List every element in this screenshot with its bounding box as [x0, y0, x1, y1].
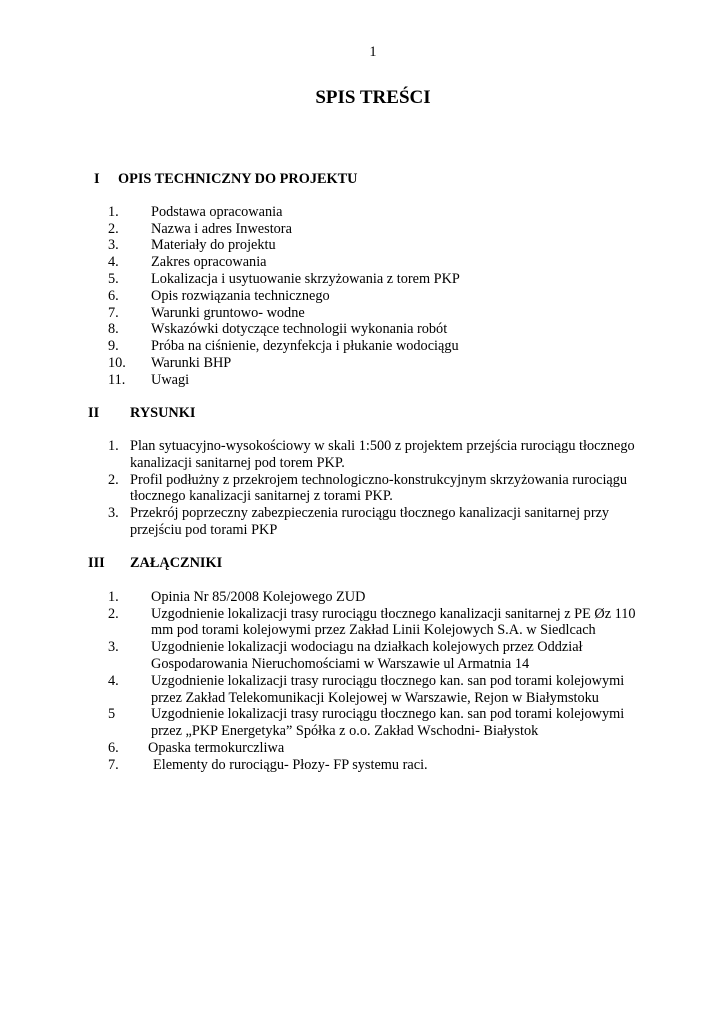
list-item-text: Opaska termokurczliwa [148, 740, 285, 756]
list-item-text-continued: tłocznego kanalizacji sanitarnej z torami PKP. [130, 488, 393, 504]
list-item-number: 10. [108, 355, 126, 371]
list-item-text-continued: kanalizacji sanitarnej pod torem PKP. [130, 455, 345, 471]
page-number: 1 [369, 44, 377, 60]
list-item-number: 11. [108, 372, 126, 388]
list-item-number: 2. [108, 221, 119, 237]
list-item-number: 6. [108, 288, 119, 304]
list-item-text: Próba na ciśnienie, dezynfekcja i płukanie wodociągu [151, 338, 459, 354]
list-item-text: Zakres opracowania [151, 254, 267, 270]
section-3-title: ZAŁĄCZNIKI [130, 555, 223, 571]
list-item-text: Podstawa opracowania [151, 204, 283, 220]
list-item-text: Plan sytuacyjno-wysokościowy w skali 1:500 z projektem przejścia rurociągu tłocznego [130, 438, 635, 454]
page-title: SPIS TREŚCI [315, 87, 431, 108]
list-item-number: 1. [108, 589, 119, 605]
list-item-number: 7. [108, 757, 119, 773]
list-item-text-continued: przez „PKP Energetyka” Spółka z o.o. Zakład Wschodni- Białystok [151, 723, 539, 739]
list-item-number: 2. [108, 472, 119, 488]
list-item-number: 4. [108, 254, 119, 270]
list-item-number: 7. [108, 305, 119, 321]
list-item-text: Uzgodnienie lokalizacji trasy rurociągu tłocznego kan. san pod torami kolejowymi [151, 673, 625, 689]
section-1-numeral: I [94, 171, 100, 187]
section-1-title: OPIS TECHNICZNY DO PROJEKTU [118, 171, 358, 187]
list-item-text: Lokalizacja i usytuowanie skrzyżowania z torem PKP [151, 271, 460, 287]
list-item-number: 3. [108, 639, 119, 655]
list-item-text: Opis rozwiązania technicznego [151, 288, 330, 304]
list-item-text: Wskazówki dotyczące technologii wykonania robót [151, 321, 448, 337]
list-item-text: Warunki gruntowo- wodne [151, 305, 305, 321]
list-item-number: 2. [108, 606, 119, 622]
list-item-text: Warunki BHP [151, 355, 232, 371]
section-3-numeral: III [88, 555, 105, 571]
section-2-numeral: II [88, 405, 100, 421]
list-item-number: 5 [108, 706, 116, 722]
list-item-number: 9. [108, 338, 119, 354]
list-item-text: Profil podłużny z przekrojem technologiczno-konstrukcyjnym skrzyżowania rurociągu [130, 472, 628, 488]
list-item-text: Uzgodnienie lokalizacji wodociagu na działkach kolejowych przez Oddział [151, 639, 583, 655]
list-item-text-continued: przez Zakład Telekomunikacji Kolejowej w Warszawie, Rejon w Białymstoku [151, 690, 599, 706]
list-item-text: Elementy do rurociągu- Płozy- FP systemu raci. [153, 757, 428, 773]
list-item-number: 8. [108, 321, 119, 337]
list-item-number: 5. [108, 271, 119, 287]
list-item-text: Uzgodnienie lokalizacji trasy rurociągu tłocznego kanalizacji sanitarnej z PE Øz 110 [151, 606, 636, 622]
list-item-number: 3. [108, 237, 119, 253]
list-item-text: Uzgodnienie lokalizacji trasy rurociągu tłocznego kan. san pod torami kolejowymi [151, 706, 625, 722]
list-item-number: 4. [108, 673, 119, 689]
list-item-text: Nazwa i adres Inwestora [151, 221, 292, 237]
list-item-text: Opinia Nr 85/2008 Kolejowego ZUD [151, 589, 366, 605]
list-item-number: 1. [108, 438, 119, 454]
list-item-number: 1. [108, 204, 119, 220]
list-item-text-continued: mm pod torami kolejowymi przez Zakład Linii Kolejowych S.A. w Siedlcach [151, 622, 596, 638]
list-item-text: Przekrój poprzeczny zabezpieczenia rurociągu tłocznego kanalizacji sanitarnej przy [130, 505, 610, 521]
list-item-number: 3. [108, 505, 119, 521]
list-item-text-continued: Gospodarowania Nieruchomościami w Warszawie ul Armatnia 14 [151, 656, 530, 672]
list-item-text-continued: przejściu pod torami PKP [130, 522, 278, 538]
section-2-title: RYSUNKI [130, 405, 196, 421]
list-item-number: 6. [108, 740, 119, 756]
list-item-text: Materiały do projektu [151, 237, 276, 253]
list-item-text: Uwagi [151, 372, 190, 388]
